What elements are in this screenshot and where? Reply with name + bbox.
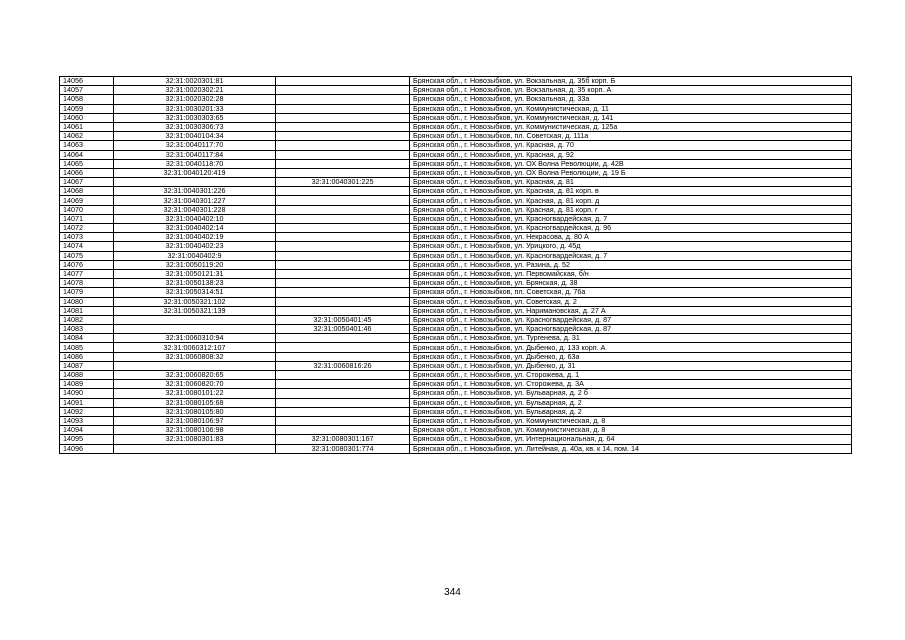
- address-cell: Брянская обл., г. Новозыбков, ул. Сторожева, д. 3А: [410, 380, 852, 389]
- row-number-cell: 14065: [60, 159, 114, 168]
- related-cadastral-number-cell: [276, 371, 410, 380]
- address-cell: Брянская обл., г. Новозыбков, ул. Брянская, д. 38: [410, 279, 852, 288]
- table-row: [60, 122, 852, 131]
- cadastral-number-cell: 32:31:0050121:31: [114, 269, 276, 278]
- cadastral-number-cell: 32:31:0040402:9: [114, 251, 276, 260]
- related-cadastral-number-cell: 32:31:0050401:45: [276, 315, 410, 324]
- related-cadastral-number-cell: [276, 187, 410, 196]
- table-row: [60, 315, 852, 324]
- cadastral-number-cell: 32:31:0040301:228: [114, 205, 276, 214]
- cadastral-number-cell: 32:31:0040402:14: [114, 224, 276, 233]
- row-number-cell: 14082: [60, 315, 114, 324]
- address-cell: Брянская обл., г. Новозыбков, ул. Красногвардейская, д. 7: [410, 251, 852, 260]
- cadastral-number-cell: 32:31:0080105:68: [114, 398, 276, 407]
- related-cadastral-number-cell: [276, 168, 410, 177]
- related-cadastral-number-cell: [276, 86, 410, 95]
- row-number-cell: 14080: [60, 297, 114, 306]
- address-cell: Брянская обл., г. Новозыбков, ул. Красногвардейская, д. 7: [410, 214, 852, 223]
- row-number-cell: 14063: [60, 141, 114, 150]
- cadastral-number-cell: 32:31:0040120:419: [114, 168, 276, 177]
- related-cadastral-number-cell: [276, 122, 410, 131]
- related-cadastral-number-cell: 32:31:0080301:774: [276, 444, 410, 453]
- related-cadastral-number-cell: [276, 398, 410, 407]
- row-number-cell: 14090: [60, 389, 114, 398]
- row-number-cell: 14056: [60, 77, 114, 86]
- row-number-cell: 14073: [60, 233, 114, 242]
- row-number-cell: 14070: [60, 205, 114, 214]
- address-cell: Брянская обл., г. Новозыбков, ул. Красногвардейская, д. 96: [410, 224, 852, 233]
- address-cell: Брянская обл., г. Новозыбков, ул. Бульварная, д. 2 б: [410, 389, 852, 398]
- related-cadastral-number-cell: [276, 260, 410, 269]
- address-cell: Брянская обл., г. Новозыбков, ул. Коммунистическая, д. 141: [410, 113, 852, 122]
- related-cadastral-number-cell: [276, 407, 410, 416]
- row-number-cell: 14069: [60, 196, 114, 205]
- address-cell: Брянская обл., г. Новозыбков, ул. Красная, д. 81 корп. в: [410, 187, 852, 196]
- address-cell: Брянская обл., г. Новозыбков, ул. Красная, д. 70: [410, 141, 852, 150]
- table-row: [60, 297, 852, 306]
- related-cadastral-number-cell: 32:31:0060816:26: [276, 361, 410, 370]
- address-cell: Брянская обл., г. Новозыбков, ул. Вокзальная, д. 33а: [410, 95, 852, 104]
- related-cadastral-number-cell: [276, 343, 410, 352]
- row-number-cell: 14096: [60, 444, 114, 453]
- row-number-cell: 14072: [60, 224, 114, 233]
- cadastral-number-cell: 32:31:0040118:70: [114, 159, 276, 168]
- related-cadastral-number-cell: [276, 416, 410, 425]
- cadastral-number-cell: 32:31:0030306:73: [114, 122, 276, 131]
- row-number-cell: 14079: [60, 288, 114, 297]
- related-cadastral-number-cell: [276, 251, 410, 260]
- table-row: [60, 444, 852, 453]
- address-cell: Брянская обл., г. Новозыбков, ул. Красная, д. 92: [410, 150, 852, 159]
- table-row: [60, 334, 852, 343]
- address-cell: Брянская обл., г. Новозыбков, ул. Урицкого, д. 45д: [410, 242, 852, 251]
- row-number-cell: 14081: [60, 306, 114, 315]
- table-row: [60, 398, 852, 407]
- cadastral-number-cell: 32:31:0080106:97: [114, 416, 276, 425]
- table-row: [60, 205, 852, 214]
- table-row: [60, 416, 852, 425]
- cadastral-number-cell: 32:31:0050138:23: [114, 279, 276, 288]
- cadastral-registry-table: [59, 76, 852, 454]
- row-number-cell: 14083: [60, 325, 114, 334]
- cadastral-number-cell: [114, 361, 276, 370]
- table-row: [60, 371, 852, 380]
- table-row: [60, 251, 852, 260]
- table-row: [60, 86, 852, 95]
- table-row: [60, 187, 852, 196]
- table-row: [60, 113, 852, 122]
- cadastral-number-cell: 32:31:0060312:107: [114, 343, 276, 352]
- table-row: [60, 260, 852, 269]
- cadastral-number-cell: 32:31:0040117:70: [114, 141, 276, 150]
- cadastral-number-cell: 32:31:0040402:23: [114, 242, 276, 251]
- related-cadastral-number-cell: [276, 380, 410, 389]
- address-cell: Брянская обл., г. Новозыбков, ул. Красная, д. 81: [410, 178, 852, 187]
- table-row: [60, 141, 852, 150]
- row-number-cell: 14060: [60, 113, 114, 122]
- cadastral-number-cell: 32:31:0050321:102: [114, 297, 276, 306]
- row-number-cell: 14075: [60, 251, 114, 260]
- cadastral-number-cell: 32:31:0030303:65: [114, 113, 276, 122]
- table-row: [60, 380, 852, 389]
- related-cadastral-number-cell: [276, 95, 410, 104]
- row-number-cell: 14095: [60, 435, 114, 444]
- cadastral-number-cell: 32:31:0080106:98: [114, 426, 276, 435]
- related-cadastral-number-cell: [276, 288, 410, 297]
- related-cadastral-number-cell: [276, 306, 410, 315]
- table-row: [60, 132, 852, 141]
- address-cell: Брянская обл., г. Новозыбков, ул. Коммунистическая, д. 8: [410, 426, 852, 435]
- related-cadastral-number-cell: [276, 113, 410, 122]
- address-cell: Брянская обл., г. Новозыбков, ул. Бульварная, д. 2: [410, 407, 852, 416]
- address-cell: Брянская обл., г. Новозыбков, пл. Советская, д. 76а: [410, 288, 852, 297]
- address-cell: Брянская обл., г. Новозыбков, ул. Коммунистическая, д. 11: [410, 104, 852, 113]
- table-row: [60, 389, 852, 398]
- table-row: [60, 343, 852, 352]
- address-cell: Брянская обл., г. Новозыбков, ул. ОХ Волна Революции, д. 19 Б: [410, 168, 852, 177]
- registry-table-body: [60, 77, 852, 454]
- row-number-cell: 14068: [60, 187, 114, 196]
- related-cadastral-number-cell: [276, 104, 410, 113]
- table-row: [60, 196, 852, 205]
- related-cadastral-number-cell: [276, 279, 410, 288]
- cadastral-number-cell: [114, 315, 276, 324]
- row-number-cell: 14067: [60, 178, 114, 187]
- address-cell: Брянская обл., г. Новозыбков, ул. Интернациональная, д. 64: [410, 435, 852, 444]
- page-number: 344: [444, 587, 461, 598]
- cadastral-number-cell: [114, 178, 276, 187]
- related-cadastral-number-cell: [276, 132, 410, 141]
- row-number-cell: 14093: [60, 416, 114, 425]
- address-cell: Брянская обл., г. Новозыбков, ул. Дыбенко, д. 63а: [410, 352, 852, 361]
- address-cell: Брянская обл., г. Новозыбков, ул. Коммунистическая, д. 125а: [410, 122, 852, 131]
- address-cell: Брянская обл., г. Новозыбков, ул. Первомайская, б/н: [410, 269, 852, 278]
- related-cadastral-number-cell: [276, 352, 410, 361]
- cadastral-number-cell: 32:31:0040402:10: [114, 214, 276, 223]
- row-number-cell: 14092: [60, 407, 114, 416]
- table-row: [60, 214, 852, 223]
- related-cadastral-number-cell: [276, 159, 410, 168]
- cadastral-number-cell: 32:31:0040402:19: [114, 233, 276, 242]
- table-row: [60, 306, 852, 315]
- table-row: [60, 288, 852, 297]
- cadastral-number-cell: 32:31:0060310:94: [114, 334, 276, 343]
- address-cell: Брянская обл., г. Новозыбков, ул. ОХ Волна Революции, д. 42В: [410, 159, 852, 168]
- table-row: [60, 178, 852, 187]
- table-row: [60, 325, 852, 334]
- related-cadastral-number-cell: [276, 141, 410, 150]
- cadastral-number-cell: [114, 325, 276, 334]
- table-row: [60, 279, 852, 288]
- cadastral-number-cell: 32:31:0080105:80: [114, 407, 276, 416]
- related-cadastral-number-cell: [276, 389, 410, 398]
- row-number-cell: 14086: [60, 352, 114, 361]
- cadastral-number-cell: 32:31:0020302:21: [114, 86, 276, 95]
- cadastral-number-cell: 32:31:0040301:227: [114, 196, 276, 205]
- related-cadastral-number-cell: [276, 233, 410, 242]
- row-number-cell: 14077: [60, 269, 114, 278]
- related-cadastral-number-cell: [276, 426, 410, 435]
- related-cadastral-number-cell: 32:31:0080301:167: [276, 435, 410, 444]
- related-cadastral-number-cell: [276, 196, 410, 205]
- row-number-cell: 14076: [60, 260, 114, 269]
- related-cadastral-number-cell: [276, 205, 410, 214]
- address-cell: Брянская обл., г. Новозыбков, ул. Некрасова, д. 80 А: [410, 233, 852, 242]
- row-number-cell: 14064: [60, 150, 114, 159]
- address-cell: Брянская обл., г. Новозыбков, ул. Коммунистическая, д. 8: [410, 416, 852, 425]
- row-number-cell: 14074: [60, 242, 114, 251]
- row-number-cell: 14087: [60, 361, 114, 370]
- row-number-cell: 14062: [60, 132, 114, 141]
- table-row: [60, 426, 852, 435]
- address-cell: Брянская обл., г. Новозыбков, ул. Красная, д. 81 корп. г: [410, 205, 852, 214]
- row-number-cell: 14058: [60, 95, 114, 104]
- row-number-cell: 14094: [60, 426, 114, 435]
- related-cadastral-number-cell: 32:31:0050401:46: [276, 325, 410, 334]
- cadastral-number-cell: 32:31:0050314:51: [114, 288, 276, 297]
- address-cell: Брянская обл., г. Новозыбков, ул. Разина, д. 52: [410, 260, 852, 269]
- cadastral-number-cell: 32:31:0060808:32: [114, 352, 276, 361]
- related-cadastral-number-cell: [276, 269, 410, 278]
- cadastral-number-cell: 32:31:0050119:20: [114, 260, 276, 269]
- cadastral-number-cell: 32:31:0080301:83: [114, 435, 276, 444]
- cadastral-number-cell: [114, 444, 276, 453]
- address-cell: Брянская обл., г. Новозыбков, ул. Литейная, д. 40а, кв. к 14, пом. 14: [410, 444, 852, 453]
- cadastral-number-cell: 32:31:0060820:70: [114, 380, 276, 389]
- address-cell: Брянская обл., г. Новозыбков, ул. Наримановская, д. 27 А: [410, 306, 852, 315]
- related-cadastral-number-cell: [276, 214, 410, 223]
- table-row: [60, 159, 852, 168]
- cadastral-number-cell: 32:31:0030201:33: [114, 104, 276, 113]
- row-number-cell: 14071: [60, 214, 114, 223]
- row-number-cell: 14057: [60, 86, 114, 95]
- cadastral-number-cell: 32:31:0020302:28: [114, 95, 276, 104]
- address-cell: Брянская обл., г. Новозыбков, ул. Тургенева, д. 31: [410, 334, 852, 343]
- address-cell: Брянская обл., г. Новозыбков, ул. Красногвардейская, д. 87: [410, 315, 852, 324]
- address-cell: Брянская обл., г. Новозыбков, ул. Дыбенко, д. 31: [410, 361, 852, 370]
- cadastral-number-cell: 32:31:0050321:139: [114, 306, 276, 315]
- row-number-cell: 14089: [60, 380, 114, 389]
- address-cell: Брянская обл., г. Новозыбков, ул. Бульварная, д. 2: [410, 398, 852, 407]
- row-number-cell: 14088: [60, 371, 114, 380]
- cadastral-number-cell: 32:31:0060820:65: [114, 371, 276, 380]
- table-row: [60, 168, 852, 177]
- row-number-cell: 14091: [60, 398, 114, 407]
- related-cadastral-number-cell: [276, 224, 410, 233]
- cadastral-number-cell: 32:31:0040301:226: [114, 187, 276, 196]
- table-row: [60, 407, 852, 416]
- row-number-cell: 14084: [60, 334, 114, 343]
- cadastral-number-cell: 32:31:0040104:34: [114, 132, 276, 141]
- cadastral-number-cell: 32:31:0040117:84: [114, 150, 276, 159]
- address-cell: Брянская обл., г. Новозыбков, ул. Вокзальная, д. 35 корп. А: [410, 86, 852, 95]
- related-cadastral-number-cell: [276, 242, 410, 251]
- related-cadastral-number-cell: [276, 77, 410, 86]
- address-cell: Брянская обл., г. Новозыбков, ул. Сторожева, д. 1: [410, 371, 852, 380]
- related-cadastral-number-cell: [276, 150, 410, 159]
- table-row: [60, 224, 852, 233]
- address-cell: Брянская обл., г. Новозыбков, пл. Советская, д. 111а: [410, 132, 852, 141]
- address-cell: Брянская обл., г. Новозыбков, ул. Дыбенко, д. 133 корп. А: [410, 343, 852, 352]
- table-row: [60, 104, 852, 113]
- cadastral-number-cell: 32:31:0020301:81: [114, 77, 276, 86]
- table-row: [60, 150, 852, 159]
- table-row: [60, 242, 852, 251]
- table-row: [60, 352, 852, 361]
- address-cell: Брянская обл., г. Новозыбков, ул. Красная, д. 81 корп. д: [410, 196, 852, 205]
- address-cell: Брянская обл., г. Новозыбков, ул. Советская, д. 2: [410, 297, 852, 306]
- row-number-cell: 14061: [60, 122, 114, 131]
- row-number-cell: 14078: [60, 279, 114, 288]
- address-cell: Брянская обл., г. Новозыбков, ул. Красногвардейская, д. 87: [410, 325, 852, 334]
- related-cadastral-number-cell: 32:31:0040301:225: [276, 178, 410, 187]
- row-number-cell: 14059: [60, 104, 114, 113]
- row-number-cell: 14066: [60, 168, 114, 177]
- related-cadastral-number-cell: [276, 297, 410, 306]
- table-row: [60, 269, 852, 278]
- related-cadastral-number-cell: [276, 334, 410, 343]
- table-row: [60, 77, 852, 86]
- table-row: [60, 435, 852, 444]
- table-row: [60, 95, 852, 104]
- cadastral-number-cell: 32:31:0080101:22: [114, 389, 276, 398]
- row-number-cell: 14085: [60, 343, 114, 352]
- table-row: [60, 361, 852, 370]
- address-cell: Брянская обл., г. Новозыбков, ул. Вокзальная, д. 35б корп. Б: [410, 77, 852, 86]
- table-row: [60, 233, 852, 242]
